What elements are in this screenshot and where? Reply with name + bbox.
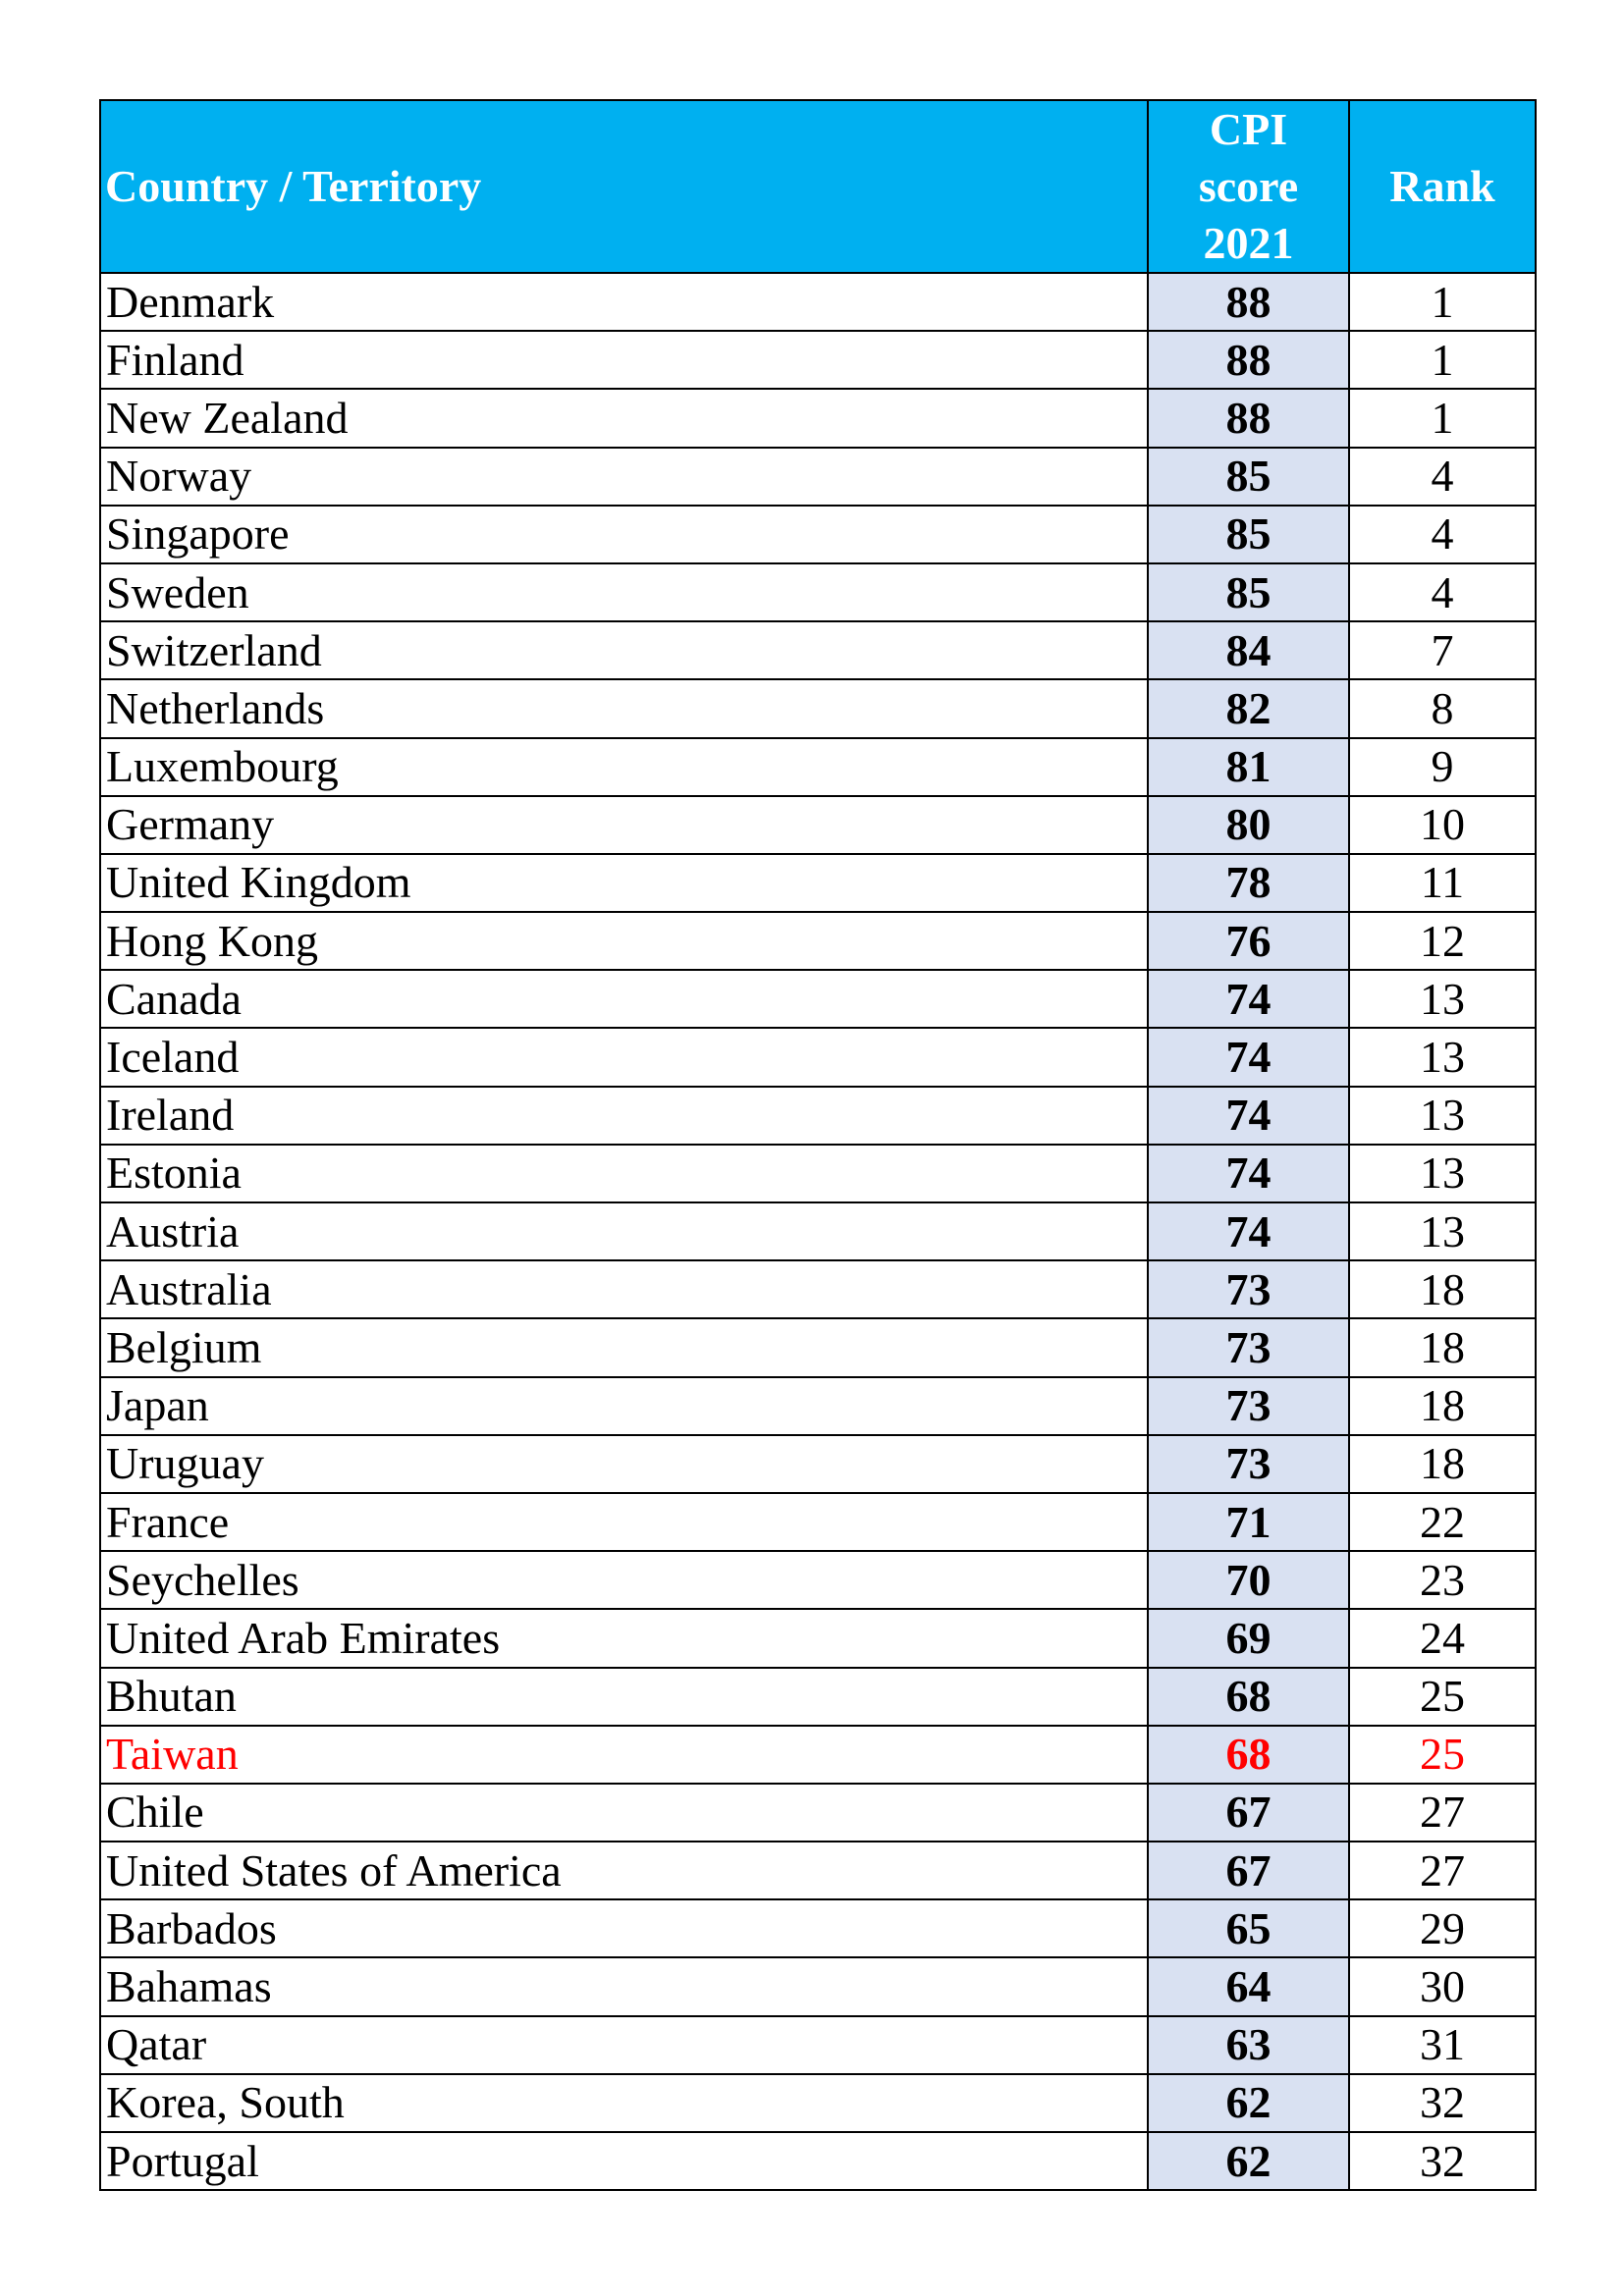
cpi-score-cell: 73 — [1148, 1377, 1349, 1435]
cpi-score-cell: 73 — [1148, 1435, 1349, 1493]
table-row — [100, 1028, 1536, 1086]
rank-cell: 25 — [1349, 1668, 1536, 1726]
rank-cell: 24 — [1349, 1609, 1536, 1667]
cpi-score-cell: 81 — [1148, 738, 1349, 796]
cpi-score-cell: 74 — [1148, 1202, 1349, 1260]
country-cell: Bahamas — [100, 1957, 1148, 2015]
table-row — [100, 448, 1536, 506]
header-rank — [1349, 100, 1536, 273]
rank-cell: 23 — [1349, 1551, 1536, 1609]
rank-cell: 18 — [1349, 1435, 1536, 1493]
cpi-score-cell: 73 — [1148, 1260, 1349, 1318]
header-rank-label: Rank — [1389, 161, 1495, 211]
country-cell: Uruguay — [100, 1435, 1148, 1493]
table-header — [100, 100, 1536, 273]
country-cell: Singapore — [100, 506, 1148, 563]
rank-cell: 27 — [1349, 1842, 1536, 1899]
country-cell: United Arab Emirates — [100, 1609, 1148, 1667]
table-row — [100, 1087, 1536, 1145]
header-score-line-2: score — [1198, 161, 1299, 211]
cpi-score-cell: 67 — [1148, 1842, 1349, 1899]
cpi-score-cell: 64 — [1148, 1957, 1349, 2015]
header-row — [100, 100, 1536, 273]
country-cell: United States of America — [100, 1842, 1148, 1899]
cpi-score-cell: 69 — [1148, 1609, 1349, 1667]
table-row — [100, 1493, 1536, 1551]
rank-cell: 1 — [1349, 389, 1536, 447]
table-row — [100, 1377, 1536, 1435]
table-row — [100, 738, 1536, 796]
table-row — [100, 331, 1536, 389]
rank-cell: 13 — [1349, 1202, 1536, 1260]
cpi-score-cell: 84 — [1148, 621, 1349, 679]
header-country — [100, 100, 1148, 273]
table-row — [100, 1145, 1536, 1202]
table-row — [100, 796, 1536, 854]
rank-cell: 18 — [1349, 1318, 1536, 1376]
cpi-score-cell: 74 — [1148, 970, 1349, 1028]
table-row — [100, 1668, 1536, 1726]
country-cell: New Zealand — [100, 389, 1148, 447]
country-cell: Belgium — [100, 1318, 1148, 1376]
table-row — [100, 389, 1536, 447]
country-cell: Bhutan — [100, 1668, 1148, 1726]
cpi-score-cell: 67 — [1148, 1784, 1349, 1842]
rank-cell: 11 — [1349, 854, 1536, 912]
cpi-score-cell: 88 — [1148, 273, 1349, 331]
table-row — [100, 2016, 1536, 2074]
rank-cell: 13 — [1349, 1087, 1536, 1145]
country-cell: Barbados — [100, 1899, 1148, 1957]
rank-cell: 4 — [1349, 506, 1536, 563]
rank-cell: 8 — [1349, 679, 1536, 737]
cpi-score-cell: 78 — [1148, 854, 1349, 912]
table-row — [100, 273, 1536, 331]
country-cell: Switzerland — [100, 621, 1148, 679]
rank-cell: 12 — [1349, 912, 1536, 970]
country-cell: Iceland — [100, 1028, 1148, 1086]
table-row — [100, 2132, 1536, 2190]
table-row — [100, 1609, 1536, 1667]
rank-cell: 13 — [1349, 970, 1536, 1028]
cpi-score-cell: 74 — [1148, 1087, 1349, 1145]
rank-cell: 31 — [1349, 2016, 1536, 2074]
table-row — [100, 970, 1536, 1028]
cpi-score-cell: 62 — [1148, 2132, 1349, 2190]
country-cell: Canada — [100, 970, 1148, 1028]
table-body — [100, 273, 1536, 2190]
table-row — [100, 679, 1536, 737]
rank-cell: 32 — [1349, 2132, 1536, 2190]
rank-cell: 18 — [1349, 1377, 1536, 1435]
rank-cell: 29 — [1349, 1899, 1536, 1957]
cpi-score-cell: 70 — [1148, 1551, 1349, 1609]
rank-cell: 1 — [1349, 273, 1536, 331]
table-row — [100, 1726, 1536, 1784]
table-row — [100, 1318, 1536, 1376]
cpi-score-cell: 68 — [1148, 1726, 1349, 1784]
country-cell: Qatar — [100, 2016, 1148, 2074]
country-cell: Germany — [100, 796, 1148, 854]
country-cell: Seychelles — [100, 1551, 1148, 1609]
rank-cell: 9 — [1349, 738, 1536, 796]
cpi-score-cell: 88 — [1148, 331, 1349, 389]
country-cell: Austria — [100, 1202, 1148, 1260]
cpi-score-cell: 63 — [1148, 2016, 1349, 2074]
cpi-ranking-table — [99, 99, 1537, 2191]
cpi-score-cell: 76 — [1148, 912, 1349, 970]
country-cell: Estonia — [100, 1145, 1148, 1202]
country-cell: France — [100, 1493, 1148, 1551]
country-cell: Japan — [100, 1377, 1148, 1435]
country-cell: Chile — [100, 1784, 1148, 1842]
cpi-score-cell: 85 — [1148, 506, 1349, 563]
rank-cell: 22 — [1349, 1493, 1536, 1551]
rank-cell: 13 — [1349, 1145, 1536, 1202]
rank-cell: 18 — [1349, 1260, 1536, 1318]
cpi-score-cell: 65 — [1148, 1899, 1349, 1957]
table-row — [100, 563, 1536, 621]
header-cpi-score — [1148, 100, 1349, 273]
table-row — [100, 1551, 1536, 1609]
cpi-score-cell: 71 — [1148, 1493, 1349, 1551]
cpi-score-cell: 74 — [1148, 1145, 1349, 1202]
table-row — [100, 506, 1536, 563]
table-row — [100, 1957, 1536, 2015]
table-row — [100, 1260, 1536, 1318]
table-row — [100, 621, 1536, 679]
cpi-score-cell: 74 — [1148, 1028, 1349, 1086]
country-cell: United Kingdom — [100, 854, 1148, 912]
cpi-score-cell: 62 — [1148, 2074, 1349, 2132]
country-cell: Denmark — [100, 273, 1148, 331]
country-cell: Taiwan — [100, 1726, 1148, 1784]
country-cell: Korea, South — [100, 2074, 1148, 2132]
country-cell: Norway — [100, 448, 1148, 506]
cpi-score-cell: 82 — [1148, 679, 1349, 737]
country-cell: Luxembourg — [100, 738, 1148, 796]
table-row — [100, 1784, 1536, 1842]
country-cell: Portugal — [100, 2132, 1148, 2190]
rank-cell: 10 — [1349, 796, 1536, 854]
rank-cell: 32 — [1349, 2074, 1536, 2132]
rank-cell: 30 — [1349, 1957, 1536, 2015]
table-row — [100, 1202, 1536, 1260]
rank-cell: 13 — [1349, 1028, 1536, 1086]
table-row — [100, 912, 1536, 970]
cpi-score-cell: 88 — [1148, 389, 1349, 447]
cpi-score-cell: 80 — [1148, 796, 1349, 854]
country-cell: Australia — [100, 1260, 1148, 1318]
country-cell: Ireland — [100, 1087, 1148, 1145]
cpi-score-cell: 85 — [1148, 448, 1349, 506]
rank-cell: 1 — [1349, 331, 1536, 389]
cpi-score-cell: 68 — [1148, 1668, 1349, 1726]
country-cell: Sweden — [100, 563, 1148, 621]
rank-cell: 4 — [1349, 448, 1536, 506]
header-country-label: Country / Territory — [105, 161, 482, 211]
country-cell: Netherlands — [100, 679, 1148, 737]
rank-cell: 27 — [1349, 1784, 1536, 1842]
table-row — [100, 2074, 1536, 2132]
table-row — [100, 1899, 1536, 1957]
cpi-score-cell: 73 — [1148, 1318, 1349, 1376]
rank-cell: 7 — [1349, 621, 1536, 679]
header-score-line-1: CPI — [1209, 104, 1288, 154]
table-row — [100, 1435, 1536, 1493]
cpi-score-cell: 85 — [1148, 563, 1349, 621]
country-cell: Finland — [100, 331, 1148, 389]
table-row — [100, 854, 1536, 912]
country-cell: Hong Kong — [100, 912, 1148, 970]
header-score-line-3: 2021 — [1203, 218, 1294, 268]
rank-cell: 25 — [1349, 1726, 1536, 1784]
rank-cell: 4 — [1349, 563, 1536, 621]
table-row — [100, 1842, 1536, 1899]
